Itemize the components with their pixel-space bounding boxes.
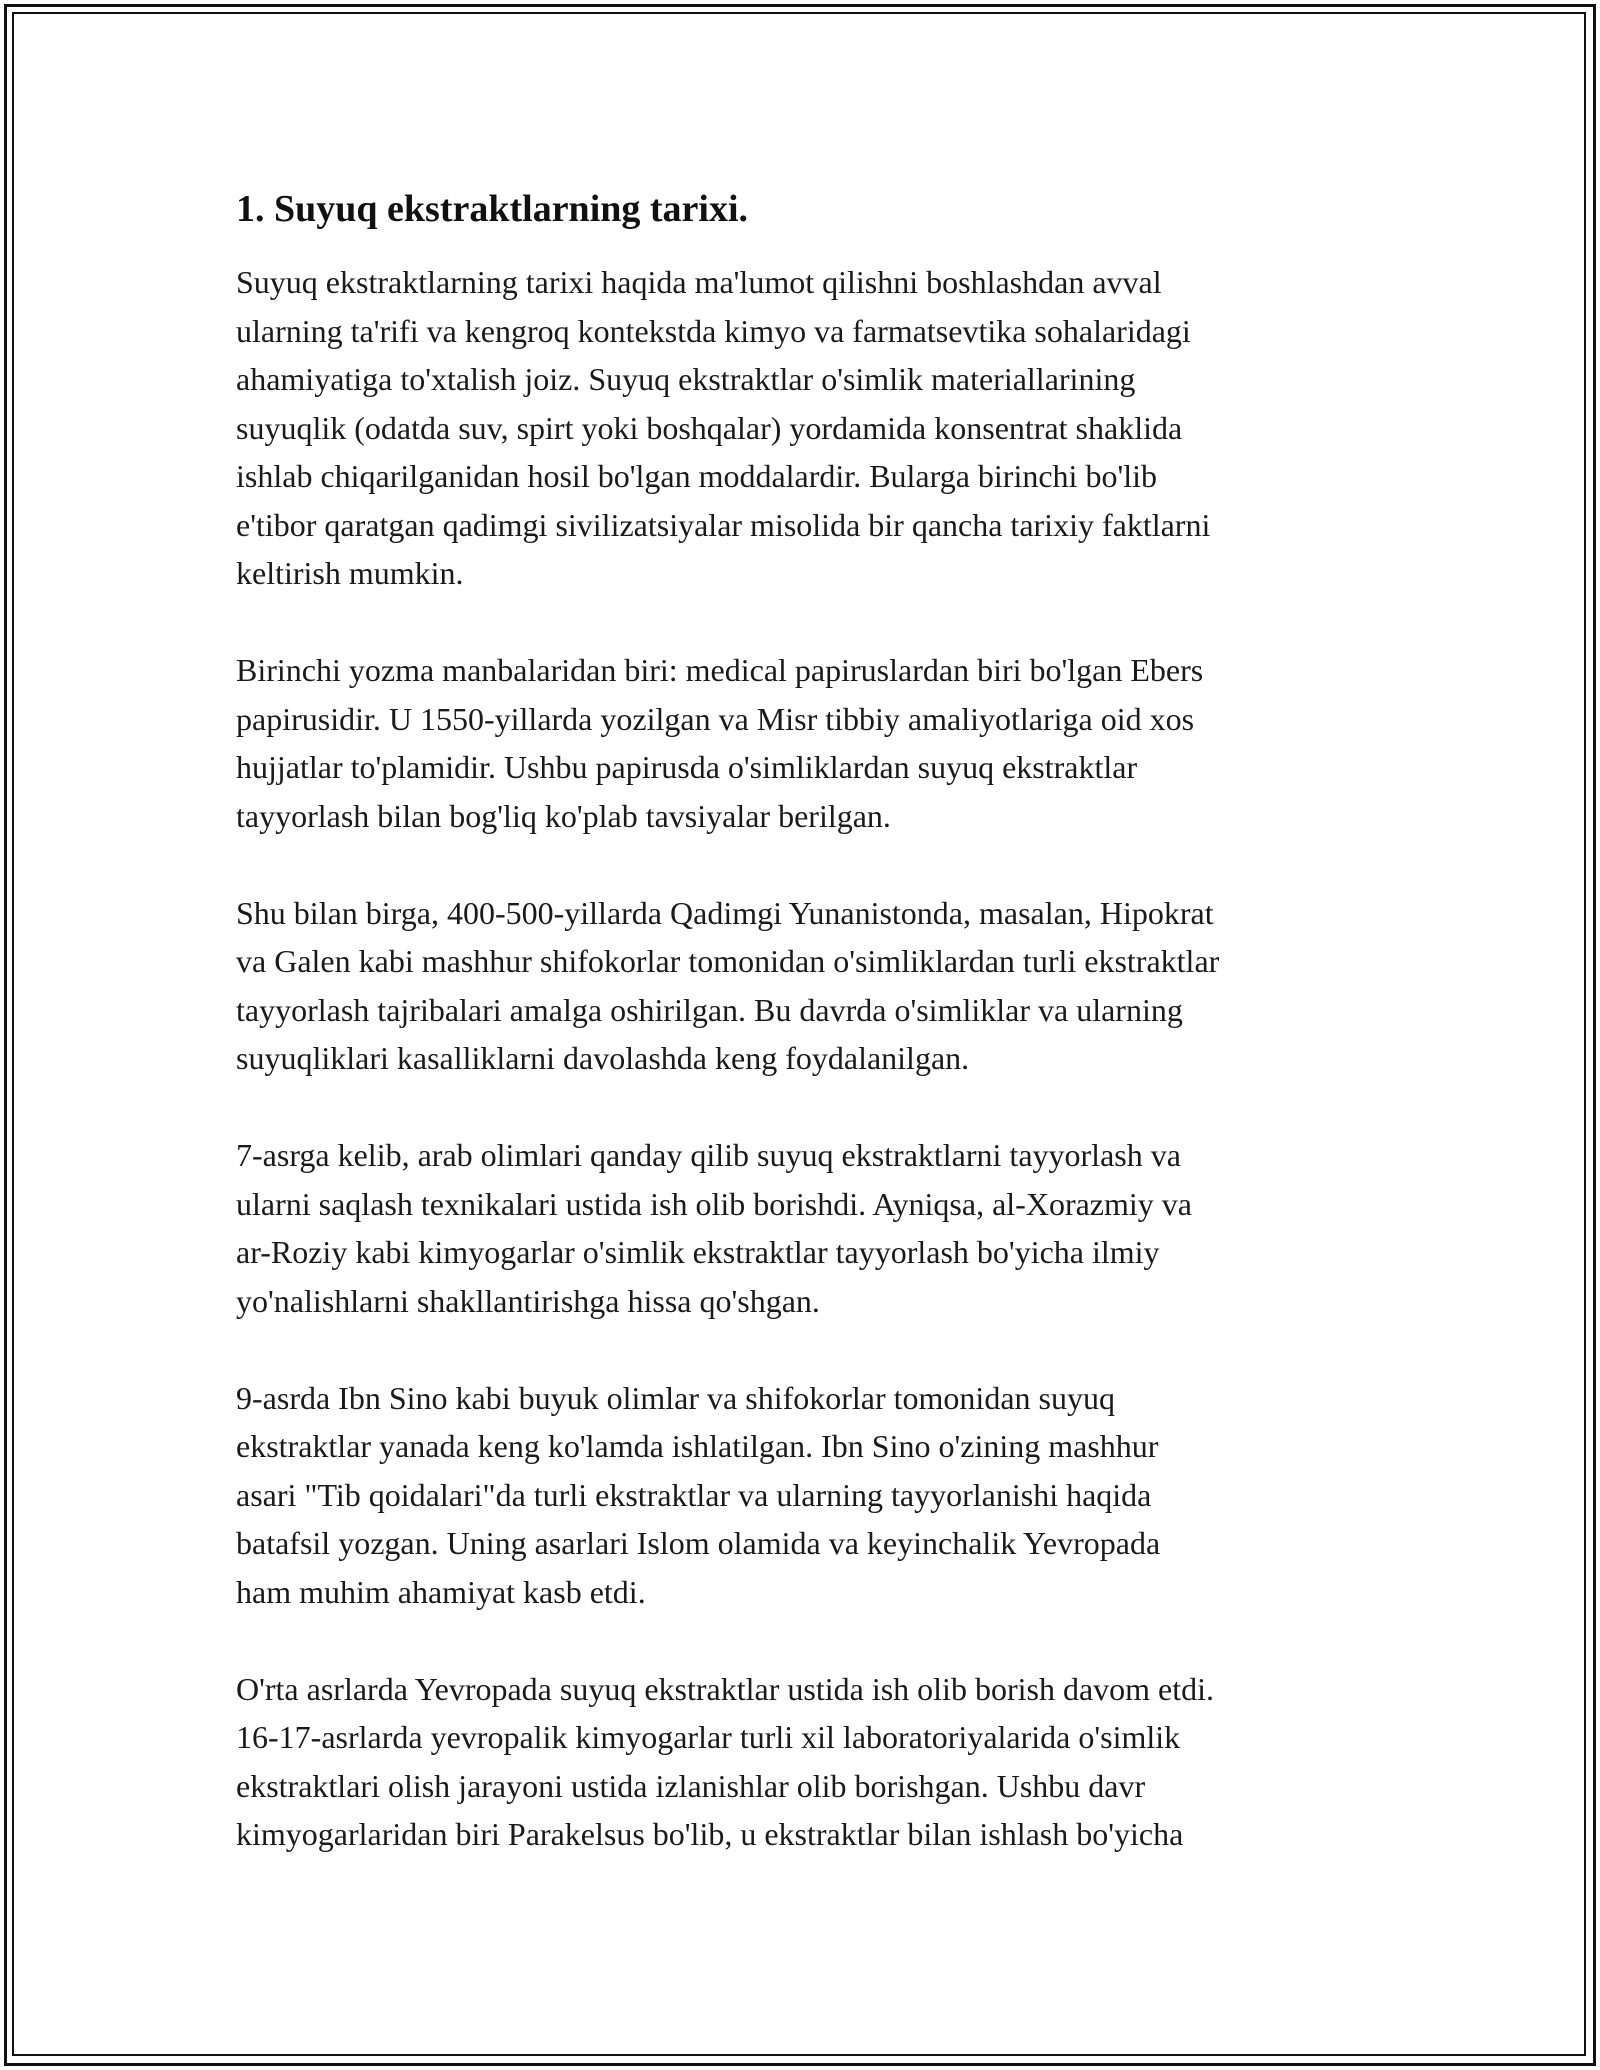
text-line: suyuqlik (odatda suv, spirt yoki boshqalar) yordamida konsentrat shaklida [236,409,1183,446]
text-line: asari "Tib qoidalari"da turli ekstraktlar va ularning tayyorlanishi haqida [236,1476,1152,1513]
paragraph-6 [236,1665,1366,1859]
text-line: e'tibor qaratgan qadimgi sivilizatsiyalar misolida bir qancha tarixiy faktlarni [236,506,1211,543]
text-line: O'rta asrlarda Yevropada suyuq ekstraktlar ustida ish olib borish davom etdi. [236,1670,1215,1707]
text-line: yo'nalishlarni shakllantirishga hissa qo'shgan. [236,1282,820,1319]
text-line: keltirish mumkin. [236,555,464,591]
text-line: 16-17-asrlarda yevropalik kimyogarlar turli xil laboratoriyalarida o'simlik [236,1719,1181,1755]
text-line: ham muhim ahamiyat kasb etdi. [236,1573,646,1610]
text-line: ekstraktlar yanada keng ko'lamda ishlatilgan. Ibn Sino o'zining mashhur [236,1428,1159,1464]
text-line: Suyuq ekstraktlarning tarixi haqida ma'lumot qilishni boshlashdan avval [236,264,1162,300]
text-line: ularni saqlash texnikalari ustida ish olib borishdi. Ayniqsa, al-Xorazmiy va [236,1185,1192,1222]
text-line: hujjatlar to'plamidir. Ushbu papirusda o'simliklardan suyuq ekstraktlar [236,749,1138,785]
text-line: Birinchi yozma manbalaridan biri: medical papiruslardan biri bo'lgan Ebers [236,652,1204,688]
text-line: ar-Roziy kabi kimyogarlar o'simlik ekstraktlar tayyorlash bo'yicha ilmiy [236,1234,1160,1270]
text-line: suyuqliklari kasalliklarni davolashda keng foydalanilgan. [236,1040,970,1076]
paragraph-1 [236,258,1366,598]
text-line: ishlab chiqarilganidan hosil bo'lgan moddalardir. Bularga birinchi bo'lib [236,458,1157,494]
document-body [236,186,1366,1907]
text-line: ahamiyatiga to'xtalish joiz. Suyuq ekstraktlar o'simlik materiallarining [236,361,1136,397]
text-line: papirusidir. U 1550-yillarda yozilgan va Misr tibbiy amaliyotlariga oid xos [236,700,1195,737]
text-line: ularning ta'rifi va kengroq kontekstda kimyo va farmatsevtika sohalaridagi [236,312,1191,349]
text-line: tayyorlash tajribalari amalga oshirilgan. Bu davrda o'simliklar va ularning [236,991,1183,1028]
text-line: batafsil yozgan. Uning asarlari Islom olamida va keyinchalik Yevropada [236,1525,1161,1561]
text-line: va Galen kabi mashhur shifokorlar tomonidan o'simliklardan turli ekstraktlar [236,943,1220,979]
text-line: ekstraktlari olish jarayoni ustida izlanishlar olib borishgan. Ushbu davr [236,1767,1146,1804]
paragraph-3 [236,889,1366,1083]
text-line: tayyorlash bilan bog'liq ko'plab tavsiyalar berilgan. [236,797,891,834]
text-line: Shu bilan birga, 400-500-yillarda Qadimgi Yunanistonda, masalan, Hipokrat [236,894,1214,931]
text-line: 9-asrda Ibn Sino kabi buyuk olimlar va shifokorlar tomonidan suyuq [236,1379,1115,1416]
paragraph-5 [236,1374,1366,1617]
text-line: 7-asrga kelib, arab olimlari qanday qilib suyuq ekstraktlarni tayyorlash va [236,1137,1181,1173]
paragraph-4 [236,1131,1366,1325]
text-line: kimyogarlaridan biri Parakelsus bo'lib, u ekstraktlar bilan ishlash bo'yicha [236,1816,1184,1852]
section-heading: 1. Suyuq ekstraktlarning tarixi. [236,188,749,230]
paragraph-2 [236,646,1366,840]
